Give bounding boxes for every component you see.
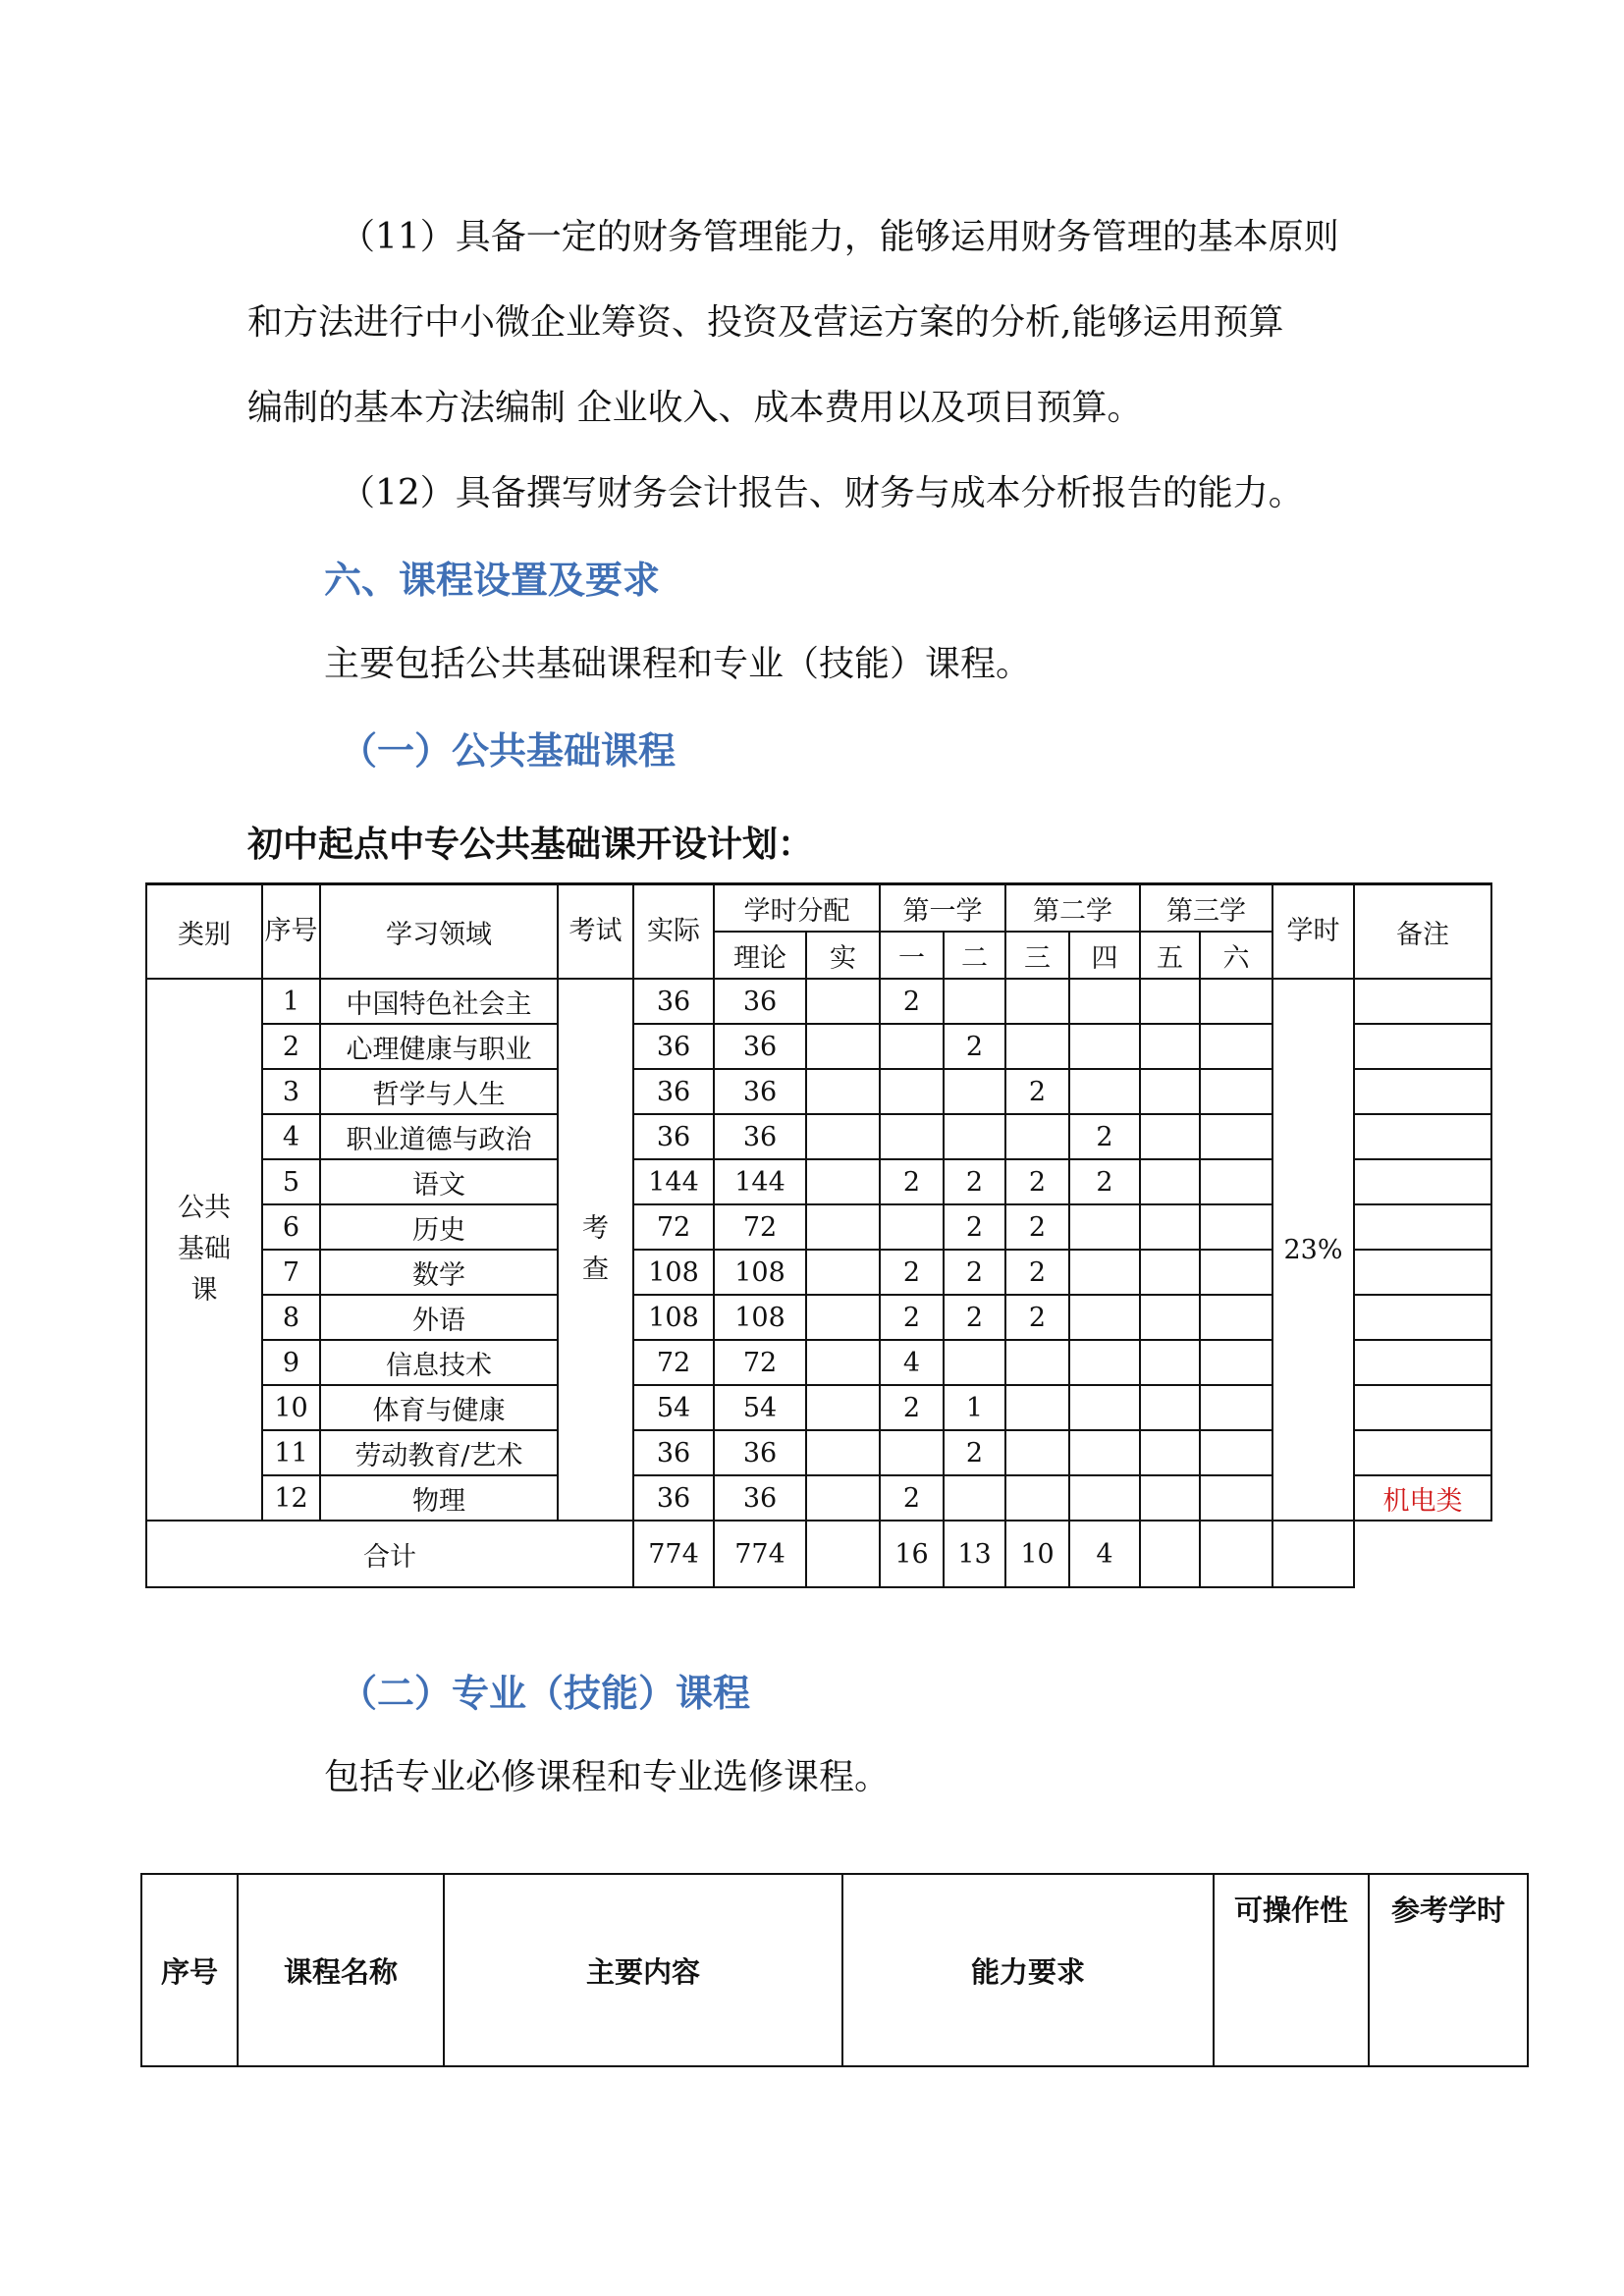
header-hours-ratio: 学时 xyxy=(1272,884,1354,980)
row-actual: 144 xyxy=(633,1159,714,1204)
row-sem-6 xyxy=(1200,1430,1272,1475)
row-actual: 36 xyxy=(633,1069,714,1114)
row-remark: 机电类 xyxy=(1354,1475,1491,1521)
total-practice xyxy=(806,1521,880,1587)
row-actual: 36 xyxy=(633,1475,714,1521)
paragraph-11-line-3: 编制的基本方法编制 企业收入、成本费用以及项目预算。 xyxy=(247,388,1143,428)
row-seq: 1 xyxy=(262,979,320,1024)
row-sem-4 xyxy=(1069,1430,1140,1475)
course-header-name: 课程名称 xyxy=(238,1874,444,2066)
course-header-ref-hours: 参考学时 xyxy=(1369,1874,1528,2066)
total-label: 合计 xyxy=(146,1521,633,1587)
row-sem-3 xyxy=(1005,1024,1069,1069)
row-sem-3 xyxy=(1005,1385,1069,1430)
row-practice xyxy=(806,1069,880,1114)
row-actual: 108 xyxy=(633,1250,714,1295)
row-sem-6 xyxy=(1200,1250,1272,1295)
header-remark: 备注 xyxy=(1354,884,1491,980)
row-sem-6 xyxy=(1200,1204,1272,1250)
row-seq: 12 xyxy=(262,1475,320,1521)
row-remark xyxy=(1354,1204,1491,1250)
row-practice xyxy=(806,1204,880,1250)
section-heading-6-2: （二）专业（技能）课程 xyxy=(340,1671,751,1715)
hours-ratio-cell: 23% xyxy=(1272,979,1354,1521)
row-actual: 72 xyxy=(633,1204,714,1250)
header-sem-3: 三 xyxy=(1005,932,1069,979)
row-remark xyxy=(1354,1430,1491,1475)
row-domain: 职业道德与政治 xyxy=(320,1114,558,1159)
course-header-content: 主要内容 xyxy=(444,1874,842,2066)
row-seq: 3 xyxy=(262,1069,320,1114)
row-sem-4: 2 xyxy=(1069,1114,1140,1159)
row-sem-5 xyxy=(1140,1250,1200,1295)
row-practice xyxy=(806,1295,880,1340)
row-sem-1 xyxy=(880,1430,944,1475)
row-sem-2 xyxy=(944,1340,1005,1385)
row-sem-5 xyxy=(1140,1069,1200,1114)
row-sem-5 xyxy=(1140,1159,1200,1204)
row-sem-2: 2 xyxy=(944,1250,1005,1295)
row-theory: 108 xyxy=(714,1295,806,1340)
row-sem-4 xyxy=(1069,1069,1140,1114)
total-sem-5 xyxy=(1140,1521,1200,1587)
row-remark xyxy=(1354,1159,1491,1204)
row-domain: 中国特色社会主 xyxy=(320,979,558,1024)
row-seq: 5 xyxy=(262,1159,320,1204)
row-practice xyxy=(806,979,880,1024)
row-practice xyxy=(806,1024,880,1069)
row-sem-2: 2 xyxy=(944,1295,1005,1340)
row-sem-6 xyxy=(1200,1024,1272,1069)
row-remark xyxy=(1354,1069,1491,1114)
row-theory: 36 xyxy=(714,1069,806,1114)
row-practice xyxy=(806,1250,880,1295)
header-category: 类别 xyxy=(146,884,262,980)
row-seq: 4 xyxy=(262,1114,320,1159)
header-seq: 序号 xyxy=(262,884,320,980)
row-seq: 7 xyxy=(262,1250,320,1295)
row-domain: 信息技术 xyxy=(320,1340,558,1385)
total-actual: 774 xyxy=(633,1521,714,1587)
row-sem-2: 2 xyxy=(944,1159,1005,1204)
row-domain: 心理健康与职业 xyxy=(320,1024,558,1069)
row-domain: 外语 xyxy=(320,1295,558,1340)
row-sem-3: 2 xyxy=(1005,1069,1069,1114)
row-sem-6 xyxy=(1200,1069,1272,1114)
category-cell: 公共基础课 xyxy=(146,979,262,1521)
course-header-ability: 能力要求 xyxy=(842,1874,1214,2066)
row-theory: 72 xyxy=(714,1204,806,1250)
professional-course-table xyxy=(140,1873,1529,2067)
header-sem-4: 四 xyxy=(1069,932,1140,979)
row-actual: 54 xyxy=(633,1385,714,1430)
row-seq: 10 xyxy=(262,1385,320,1430)
header-exam: 考试 xyxy=(558,884,633,980)
header-hours-dist: 学时分配 xyxy=(714,884,880,933)
row-sem-2 xyxy=(944,979,1005,1024)
row-theory: 36 xyxy=(714,1475,806,1521)
row-practice xyxy=(806,1475,880,1521)
row-actual: 108 xyxy=(633,1295,714,1340)
row-domain: 语文 xyxy=(320,1159,558,1204)
row-seq: 2 xyxy=(262,1024,320,1069)
row-theory: 108 xyxy=(714,1250,806,1295)
total-sem-6 xyxy=(1200,1521,1272,1587)
row-domain: 哲学与人生 xyxy=(320,1069,558,1114)
row-sem-6 xyxy=(1200,1340,1272,1385)
row-seq: 8 xyxy=(262,1295,320,1340)
row-domain: 数学 xyxy=(320,1250,558,1295)
total-remark xyxy=(1272,1521,1354,1587)
row-practice xyxy=(806,1340,880,1385)
row-sem-4: 2 xyxy=(1069,1159,1140,1204)
row-sem-3: 2 xyxy=(1005,1204,1069,1250)
header-year-1: 第一学 xyxy=(880,884,1005,933)
row-remark xyxy=(1354,1295,1491,1340)
row-sem-4 xyxy=(1069,1250,1140,1295)
row-sem-2: 2 xyxy=(944,1204,1005,1250)
exam-cell: 考查 xyxy=(558,979,633,1521)
row-sem-5 xyxy=(1140,1204,1200,1250)
plan-table-title: 初中起点中专公共基础课开设计划： xyxy=(247,824,814,865)
row-sem-1: 4 xyxy=(880,1340,944,1385)
row-sem-6 xyxy=(1200,1295,1272,1340)
row-sem-3 xyxy=(1005,979,1069,1024)
section-6-2-intro: 包括专业必修课程和专业选修课程。 xyxy=(324,1757,891,1797)
total-sem-3: 10 xyxy=(1005,1521,1069,1587)
row-actual: 36 xyxy=(633,1430,714,1475)
row-sem-4 xyxy=(1069,979,1140,1024)
row-sem-5 xyxy=(1140,1340,1200,1385)
row-remark xyxy=(1354,1385,1491,1430)
total-row xyxy=(146,1521,1491,1587)
row-practice xyxy=(806,1430,880,1475)
row-sem-3: 2 xyxy=(1005,1159,1069,1204)
row-sem-1: 2 xyxy=(880,1295,944,1340)
row-sem-3: 2 xyxy=(1005,1295,1069,1340)
header-sem-2: 二 xyxy=(944,932,1005,979)
header-domain: 学习领域 xyxy=(320,884,558,980)
row-sem-5 xyxy=(1140,1475,1200,1521)
row-sem-3 xyxy=(1005,1475,1069,1521)
row-practice xyxy=(806,1385,880,1430)
row-sem-5 xyxy=(1140,1024,1200,1069)
header-year-3: 第三学 xyxy=(1140,884,1272,933)
row-sem-5 xyxy=(1140,1430,1200,1475)
row-sem-4 xyxy=(1069,1385,1140,1430)
row-actual: 36 xyxy=(633,979,714,1024)
row-sem-2 xyxy=(944,1069,1005,1114)
row-remark xyxy=(1354,1340,1491,1385)
row-theory: 36 xyxy=(714,1024,806,1069)
row-sem-1: 2 xyxy=(880,1159,944,1204)
row-sem-6 xyxy=(1200,1114,1272,1159)
row-sem-2: 1 xyxy=(944,1385,1005,1430)
row-seq: 9 xyxy=(262,1340,320,1385)
row-sem-4 xyxy=(1069,1340,1140,1385)
row-theory: 144 xyxy=(714,1159,806,1204)
row-sem-5 xyxy=(1140,1114,1200,1159)
row-sem-1 xyxy=(880,1024,944,1069)
header-sem-6: 六 xyxy=(1200,932,1272,979)
row-theory: 36 xyxy=(714,1114,806,1159)
row-sem-2 xyxy=(944,1475,1005,1521)
section-6-intro: 主要包括公共基础课程和专业（技能）课程。 xyxy=(324,644,1032,684)
row-sem-1: 2 xyxy=(880,1385,944,1430)
row-actual: 72 xyxy=(633,1340,714,1385)
row-sem-2: 2 xyxy=(944,1024,1005,1069)
row-sem-1 xyxy=(880,1204,944,1250)
row-sem-1: 2 xyxy=(880,1475,944,1521)
total-sem-1: 16 xyxy=(880,1521,944,1587)
paragraph-12: （12）具备撰写财务会计报告、财务与成本分析报告的能力。 xyxy=(340,473,1304,513)
row-seq: 11 xyxy=(262,1430,320,1475)
row-domain: 体育与健康 xyxy=(320,1385,558,1430)
row-domain: 劳动教育/艺术 xyxy=(320,1430,558,1475)
total-sem-4: 4 xyxy=(1069,1521,1140,1587)
row-sem-6 xyxy=(1200,979,1272,1024)
row-remark xyxy=(1354,979,1491,1024)
row-sem-6 xyxy=(1200,1385,1272,1430)
row-actual: 36 xyxy=(633,1024,714,1069)
row-sem-4 xyxy=(1069,1024,1140,1069)
row-sem-6 xyxy=(1200,1159,1272,1204)
row-remark xyxy=(1354,1024,1491,1069)
header-sem-5: 五 xyxy=(1140,932,1200,979)
paragraph-11-line-1: （11）具备一定的财务管理能力，能够运用财务管理的基本原则 xyxy=(340,217,1339,257)
row-sem-5 xyxy=(1140,979,1200,1024)
row-sem-4 xyxy=(1069,1475,1140,1521)
section-heading-6: 六、课程设置及要求 xyxy=(324,558,661,602)
row-sem-5 xyxy=(1140,1385,1200,1430)
row-sem-1 xyxy=(880,1114,944,1159)
row-sem-6 xyxy=(1200,1475,1272,1521)
row-sem-1: 2 xyxy=(880,979,944,1024)
row-sem-5 xyxy=(1140,1295,1200,1340)
row-seq: 6 xyxy=(262,1204,320,1250)
row-remark xyxy=(1354,1250,1491,1295)
header-actual: 实际 xyxy=(633,884,714,980)
row-sem-4 xyxy=(1069,1204,1140,1250)
row-theory: 54 xyxy=(714,1385,806,1430)
row-sem-2: 2 xyxy=(944,1430,1005,1475)
row-domain: 历史 xyxy=(320,1204,558,1250)
row-sem-3 xyxy=(1005,1114,1069,1159)
row-practice xyxy=(806,1114,880,1159)
table-row xyxy=(146,979,1491,1024)
row-sem-3 xyxy=(1005,1340,1069,1385)
row-sem-3 xyxy=(1005,1430,1069,1475)
section-heading-6-1: （一）公共基础课程 xyxy=(340,728,677,773)
header-theory: 理论 xyxy=(714,932,806,979)
row-domain: 物理 xyxy=(320,1475,558,1521)
row-theory: 36 xyxy=(714,979,806,1024)
header-sem-1: 一 xyxy=(880,932,944,979)
header-year-2: 第二学 xyxy=(1005,884,1140,933)
row-practice xyxy=(806,1159,880,1204)
row-theory: 36 xyxy=(714,1430,806,1475)
paragraph-11-line-2: 和方法进行中小微企业筹资、投资及营运方案的分析,能够运用预算 xyxy=(247,302,1284,343)
total-sem-2: 13 xyxy=(944,1521,1005,1587)
row-sem-2 xyxy=(944,1114,1005,1159)
row-theory: 72 xyxy=(714,1340,806,1385)
row-actual: 36 xyxy=(633,1114,714,1159)
header-practice: 实 xyxy=(806,932,880,979)
total-theory: 774 xyxy=(714,1521,806,1587)
public-course-plan-table xyxy=(145,882,1492,1588)
course-header-seq: 序号 xyxy=(141,1874,238,2066)
row-remark xyxy=(1354,1114,1491,1159)
row-sem-4 xyxy=(1069,1295,1140,1340)
row-sem-1 xyxy=(880,1069,944,1114)
course-header-operability: 可操作性 xyxy=(1214,1874,1369,2066)
row-sem-1: 2 xyxy=(880,1250,944,1295)
row-sem-3: 2 xyxy=(1005,1250,1069,1295)
